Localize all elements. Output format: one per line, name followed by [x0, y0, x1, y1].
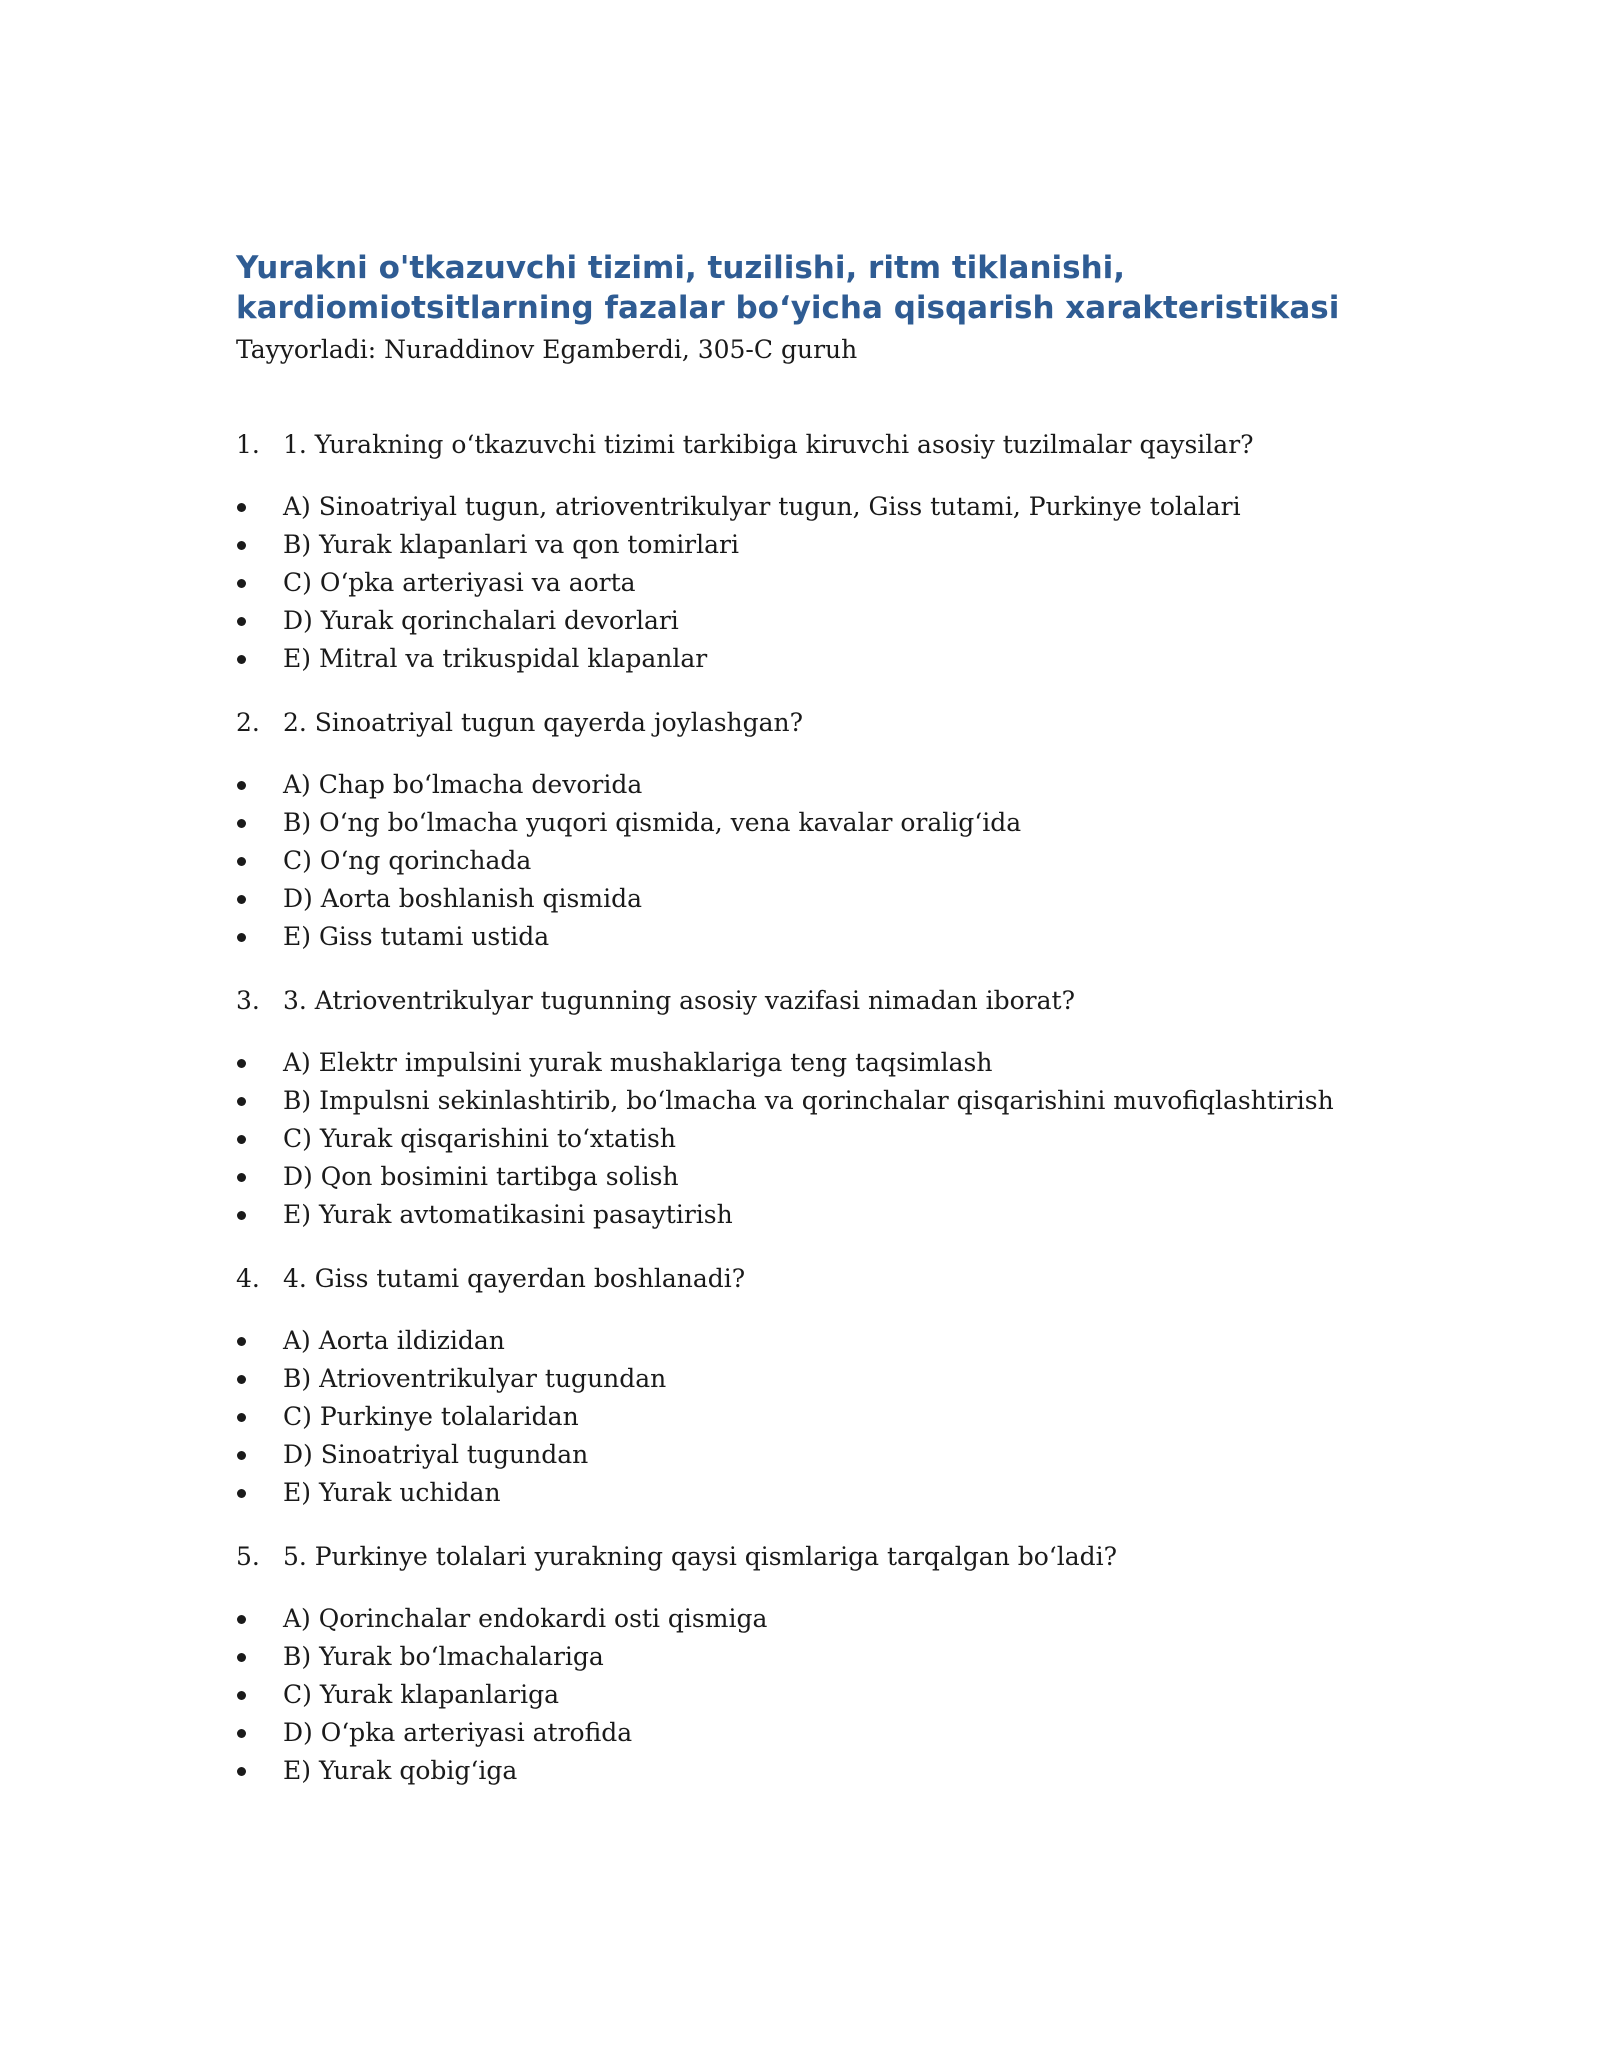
option-b [236, 1638, 1366, 1676]
bullet-icon [237, 1211, 246, 1220]
option-c [236, 564, 1366, 602]
document-content [236, 248, 1366, 1818]
bullet-icon [237, 1173, 246, 1182]
question-number: 3. [236, 986, 260, 1015]
option-text: D) Qon bosimini tartibga solish [283, 1162, 679, 1191]
question-1 [236, 428, 1366, 678]
option-a [236, 1600, 1366, 1638]
option-c [236, 1398, 1366, 1436]
bullet-icon [237, 655, 246, 664]
option-text: C) O‘ng qorinchada [283, 846, 532, 875]
option-a [236, 488, 1366, 526]
option-e [236, 1752, 1366, 1790]
option-a [236, 1322, 1366, 1360]
question-number: 2. [236, 708, 260, 737]
option-text: E) Giss tutami ustida [283, 922, 550, 951]
option-text: A) Chap bo‘lmacha devorida [283, 770, 643, 799]
author-line: Tayyorladi: Nuraddinov Egamberdi, 305-C guruh [236, 335, 858, 364]
bullet-icon [237, 933, 246, 942]
bullet-icon [237, 781, 246, 790]
question-text [236, 428, 1366, 462]
question-label: 4. Giss tutami qayerdan boshlanadi? [283, 1264, 746, 1293]
option-text: C) Yurak klapanlariga [283, 1680, 560, 1709]
option-d [236, 1158, 1366, 1196]
bullet-icon [237, 541, 246, 550]
option-text: A) Sinoatriyal tugun, atrioventrikulyar tugun, Giss tutami, Purkinye tolalari [283, 492, 1241, 521]
option-list [236, 1322, 1366, 1512]
question-text [236, 984, 1366, 1018]
bullet-icon [237, 617, 246, 626]
option-text: A) Aorta ildizidan [283, 1326, 505, 1355]
option-text: C) Purkinye tolalaridan [283, 1402, 579, 1431]
option-text: D) O‘pka arteriyasi atrofida [283, 1718, 633, 1747]
question-number: 4. [236, 1264, 260, 1293]
bullet-icon [237, 1615, 246, 1624]
question-label: 1. Yurakning o‘tkazuvchi tizimi tarkibiga kiruvchi asosiy tuzilmalar qaysilar? [283, 430, 1254, 459]
option-list [236, 1600, 1366, 1790]
option-e [236, 1196, 1366, 1234]
option-b [236, 1082, 1366, 1120]
question-label: 5. Purkinye tolalari yurakning qaysi qismlariga tarqalgan bo‘ladi? [283, 1542, 1118, 1571]
question-text [236, 706, 1366, 740]
option-text: E) Yurak uchidan [283, 1478, 501, 1507]
bullet-icon [237, 503, 246, 512]
bullet-icon [237, 1729, 246, 1738]
option-text: E) Mitral va trikuspidal klapanlar [283, 644, 708, 673]
option-list [236, 488, 1366, 678]
option-b [236, 1360, 1366, 1398]
question-text [236, 1262, 1366, 1296]
option-text: E) Yurak avtomatikasini pasaytirish [283, 1200, 733, 1229]
option-text: A) Elektr impulsini yurak mushaklariga teng taqsimlash [283, 1048, 993, 1077]
bullet-icon [237, 895, 246, 904]
question-3 [236, 984, 1366, 1234]
option-a [236, 1044, 1366, 1082]
question-number: 1. [236, 430, 260, 459]
option-b [236, 526, 1366, 564]
bullet-icon [237, 1767, 246, 1776]
question-label: 2. Sinoatriyal tugun qayerda joylashgan? [283, 708, 804, 737]
option-text: C) Yurak qisqarishini to‘xtatish [283, 1124, 676, 1153]
option-b [236, 804, 1366, 842]
option-text: B) Impulsni sekinlashtirib, bo‘lmacha va qorinchalar qisqarishini muvofiqlashtirish [283, 1086, 1334, 1115]
option-list [236, 1044, 1366, 1234]
bullet-icon [237, 819, 246, 828]
option-text: D) Aorta boshlanish qismida [283, 884, 642, 913]
bullet-icon [237, 1451, 246, 1460]
option-a [236, 766, 1366, 804]
bullet-icon [237, 1097, 246, 1106]
question-2 [236, 706, 1366, 956]
option-text: A) Qorinchalar endokardi osti qismiga [283, 1604, 768, 1633]
option-d [236, 1436, 1366, 1474]
option-d [236, 880, 1366, 918]
option-text: E) Yurak qobig‘iga [283, 1756, 518, 1785]
option-c [236, 1676, 1366, 1714]
option-e [236, 918, 1366, 956]
bullet-icon [237, 1489, 246, 1498]
option-text: B) Atrioventrikulyar tugundan [283, 1364, 667, 1393]
bullet-icon [237, 1375, 246, 1384]
option-c [236, 1120, 1366, 1158]
question-label: 3. Atrioventrikulyar tugunning asosiy vazifasi nimadan iborat? [283, 986, 1075, 1015]
bullet-icon [237, 579, 246, 588]
document-title: Yurakni o'tkazuvchi tizimi, tuzilishi, ritm tiklanishi, kardiomiotsitlarning fazalar bo‘yicha qisqarish xarakteristikasi [236, 250, 1340, 326]
option-text: B) Yurak bo‘lmachalariga [283, 1642, 604, 1671]
bullet-icon [237, 1135, 246, 1144]
bullet-icon [237, 1691, 246, 1700]
option-text: B) Yurak klapanlari va qon tomirlari [283, 530, 739, 559]
option-list [236, 766, 1366, 956]
bullet-icon [237, 857, 246, 866]
option-text: C) O‘pka arteriyasi va aorta [283, 568, 636, 597]
question-5 [236, 1540, 1366, 1790]
option-text: D) Sinoatriyal tugundan [283, 1440, 589, 1469]
bullet-icon [237, 1337, 246, 1346]
bullet-icon [237, 1653, 246, 1662]
question-text [236, 1540, 1366, 1574]
option-d [236, 1714, 1366, 1752]
bullet-icon [237, 1059, 246, 1068]
option-text: B) O‘ng bo‘lmacha yuqori qismida, vena kavalar oralig‘ida [283, 808, 1022, 837]
question-list [236, 428, 1366, 1790]
question-number: 5. [236, 1542, 260, 1571]
option-e [236, 1474, 1366, 1512]
option-d [236, 602, 1366, 640]
option-e [236, 640, 1366, 678]
bullet-icon [237, 1413, 246, 1422]
option-c [236, 842, 1366, 880]
question-4 [236, 1262, 1366, 1512]
option-text: D) Yurak qorinchalari devorlari [283, 606, 679, 635]
